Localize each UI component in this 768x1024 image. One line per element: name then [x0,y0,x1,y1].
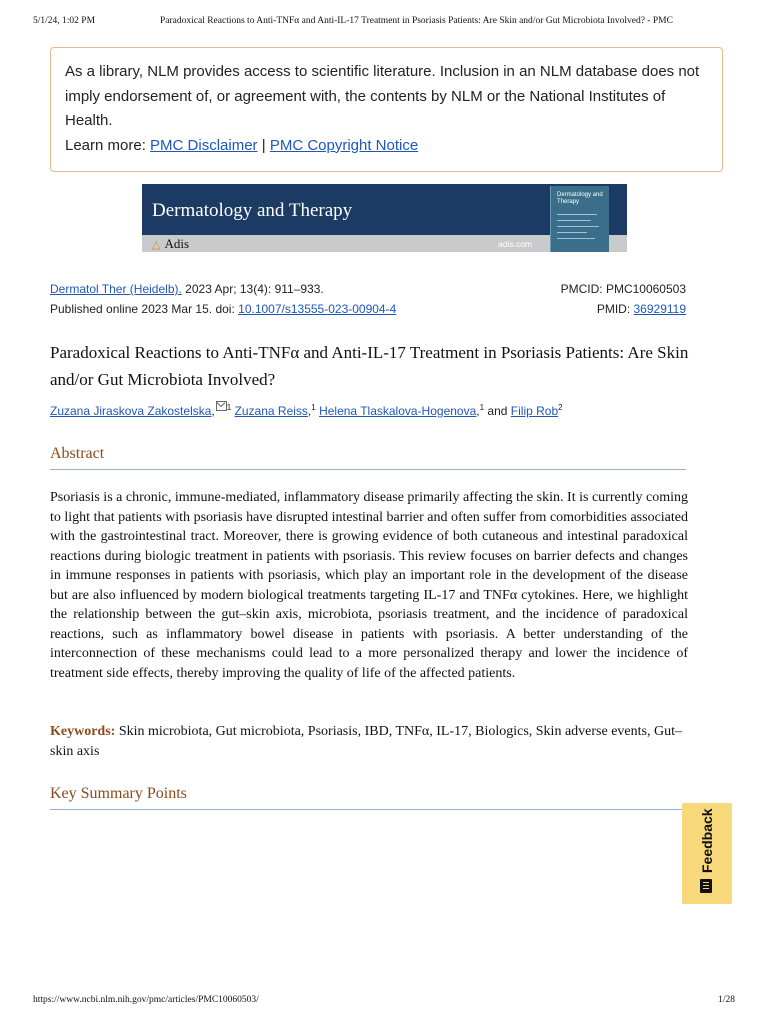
published-date: Published online 2023 Mar 15. doi: [50,302,235,316]
print-page-title: Paradoxical Reactions to Anti-TNFα and Anti-IL-17 Treatment in Psoriasis Patients: Are Skin and/or Gut Microbiota Involved? - PMC [160,16,673,26]
print-datetime: 5/1/24, 1:02 PM [33,16,96,26]
link-separator: | [261,136,266,154]
author-list: Zuzana Jiraskova Zakostelska, $^1$ Zuzana Reiss,$^1$ Helena Tlaskalova-Hogenova,$^1$ and Filip Rob$^2$ [50,403,563,418]
print-page-number: 1/28 [718,995,735,1005]
and-word: and [487,404,508,418]
author-affiliation: 1 [226,403,232,412]
key-summary-heading: Key Summary Points [50,785,686,810]
author-affiliation: 2 [558,403,563,412]
cover-line [557,232,587,233]
cover-line [557,220,591,221]
citation-issue: 2023 Apr; 13(4): 911–933. [185,282,324,296]
cover-line [557,238,595,239]
pmc-copyright-link[interactable]: PMC Copyright Notice [269,136,419,154]
keywords-list: Skin microbiota, Gut microbiota, Psoriasis, IBD, TNFα, IL-17, Biologics, Skin adverse events, Gut–skin axis [50,724,682,759]
citation-line-2 [50,302,686,316]
email-icon[interactable] [216,401,227,411]
print-url: https://www.ncbi.nlm.nih.gov/pmc/articles/PMC10060503/ [33,995,259,1005]
author-link[interactable]: Filip Rob [510,404,559,418]
publisher-url: adis.com [498,239,533,249]
pmc-disclaimer-link[interactable]: PMC Disclaimer [150,136,258,154]
adis-logo-icon: △ [152,239,161,251]
learn-more-label: Learn more: [65,136,146,154]
citation-line-1 [50,282,686,296]
cover-line [557,214,597,215]
keywords [50,722,688,761]
journal-link[interactable]: Dermatol Ther (Heidelb). [50,282,182,296]
doi-link[interactable]: 10.1007/s13555-023-00904-4 [238,302,397,316]
banner-journal-name: Dermatology and Therapy [152,200,353,221]
pmid-link[interactable]: 36929119 [633,302,686,316]
nlm-disclaimer-box [50,47,723,172]
author-link[interactable]: Zuzana Jiraskova Zakostelska [50,404,212,418]
keywords-label: Keywords: [50,724,116,739]
abstract-heading: Abstract [50,445,686,470]
cover-title: Dermatology and Therapy [557,192,603,205]
article-title: Paradoxical Reactions to Anti-TNFα and Anti-IL-17 Treatment in Psoriasis Patients: Are Skin and/or Gut Microbiota Involved? [50,343,689,389]
feedback-label: Feedback [699,808,715,873]
disclaimer-links [65,134,708,159]
pmcid: PMCID: PMC10060503 [560,282,686,296]
abstract-body: Psoriasis is a chronic, immune-mediated, inflammatory disease primarily affecting the skin. It is currently coming to light that patients with psoriasis have disrupted intestinal barrier and often suffer from comorbidities associated with the gastrointestinal tract. Moreover, there is growing evidence of both cutaneous and intestinal paradoxical reactions during biologic treatment in patients with psoriasis. This review focuses on barrier defects and changes in immune responses in patients with psoriasis, which play an important role in the development of the disease but are also influenced by modern biological treatments targeting IL-17 and TNFα cytokines. Here, we highlight the relationship between the gut–skin axis, microbiota, psoriasis treatment, and the incidence of paradoxical reactions, such as inflammatory bowel disease in patients with psoriasis. A better understanding of the interconnection of these mechanisms could lead to a more personalized therapy and lower the incidence of treatment side effects, thereby improving the quality of life of the affected patients. [50,490,688,681]
author-affiliation: 1 [311,403,316,412]
journal-cover-image [550,186,609,252]
pmid-label: PMID: [596,302,631,316]
feedback-icon [700,879,712,893]
disclaimer-text: As a library, NLM provides access to scientific literature. Inclusion in an NLM database does not imply endorsement of, or agreement with, the contents by NLM or the National Institutes of Health. [65,63,700,129]
author-link[interactable]: Helena Tlaskalova-Hogenova [319,404,477,418]
journal-banner[interactable] [142,184,627,252]
publisher-logo [152,235,189,252]
author-link[interactable]: Zuzana Reiss [234,404,308,418]
feedback-button[interactable] [682,803,732,904]
publisher-name: Adis [164,236,190,251]
cover-line [557,226,599,227]
pmid-block [597,302,686,316]
author-affiliation: 1 [479,403,485,412]
